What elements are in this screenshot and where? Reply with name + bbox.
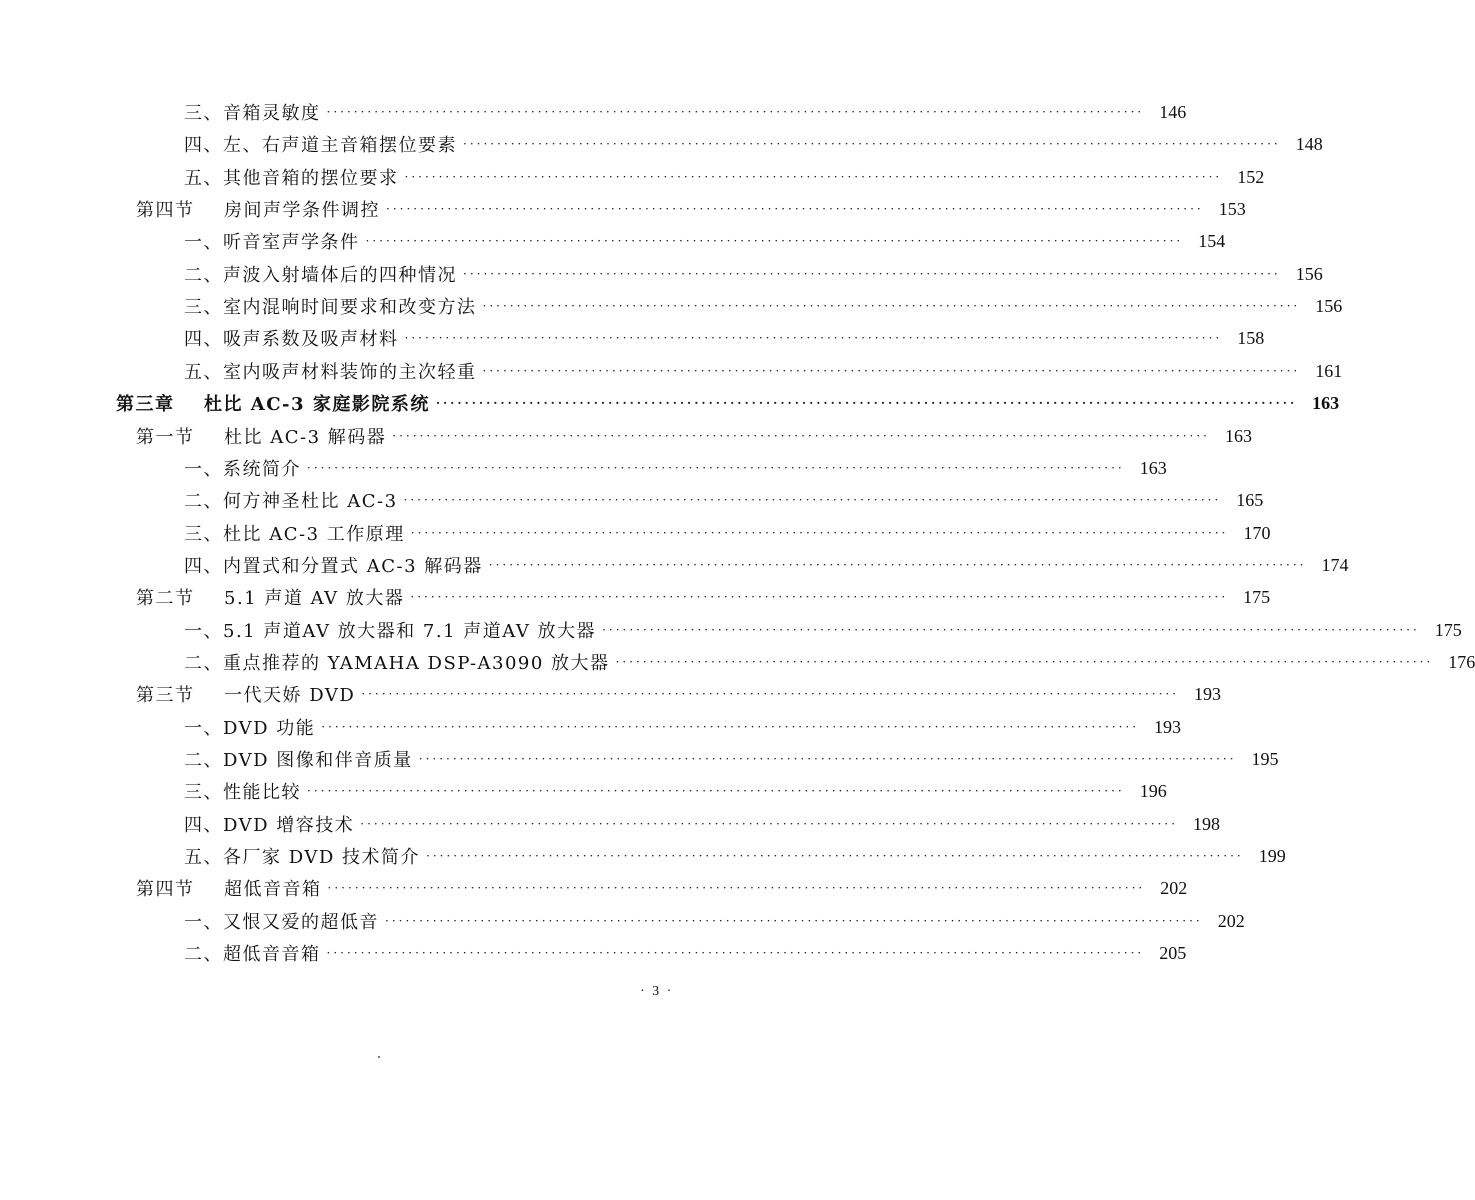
dot-leader: ························································································································ — [463, 267, 1281, 281]
toc-entry-label — [184, 164, 399, 190]
toc-entry-title: 二、重点推荐的 YAMAHA DSP-A3090 放大器 — [184, 653, 610, 674]
toc-entry-label — [184, 714, 315, 740]
toc-entry-title: 二、超低音音箱 — [184, 944, 321, 965]
toc-page-number: 158 — [1237, 327, 1265, 348]
toc-page-number: 193 — [1154, 716, 1182, 737]
toc-entry-title: 三、音箱灵敏度 — [184, 103, 321, 124]
toc-subsection-entry — [184, 225, 1226, 257]
dot-leader: ························································································································ — [482, 364, 1301, 378]
toc-page-number: 152 — [1237, 166, 1265, 187]
toc-entry-title: 5.1 声道 AV 放大器 — [224, 588, 405, 609]
toc-page-number: 175 — [1434, 619, 1462, 640]
toc-entry-label — [136, 875, 322, 901]
toc-entry-label — [136, 423, 386, 449]
section-number: 第三节 — [136, 685, 195, 706]
dot-leader: ························································································································ — [403, 493, 1222, 507]
toc-section-entry — [136, 420, 1252, 452]
toc-page-number: 156 — [1295, 263, 1323, 284]
toc-entry-title: 一、5.1 声道AV 放大器和 7.1 声道AV 放大器 — [184, 621, 597, 642]
dot-leader: ························································································································ — [360, 817, 1179, 831]
toc-section-entry — [136, 678, 1222, 710]
toc-page-number: 154 — [1198, 230, 1226, 251]
dot-leader: ························································································································ — [392, 429, 1210, 443]
dot-leader: ························································································································ — [404, 331, 1223, 345]
dot-leader: ························································································································ — [410, 526, 1229, 540]
toc-entry-label — [136, 584, 404, 610]
toc-page-number: 202 — [1160, 877, 1188, 898]
toc-page-number: 170 — [1243, 522, 1271, 543]
toc-subsection-entry — [184, 290, 1343, 322]
toc-entry-label — [184, 908, 379, 934]
toc-entry-title: 五、室内吸声材料装饰的主次轻重 — [184, 362, 477, 383]
toc-subsection-entry — [184, 452, 1167, 484]
toc-page-number: 193 — [1194, 683, 1222, 704]
dot-leader: ························································································································ — [404, 170, 1223, 184]
toc-entry-title: 四、左、右声道主音箱摆位要素 — [184, 135, 457, 156]
toc-entry-label — [184, 617, 596, 643]
toc-subsection-entry — [184, 96, 1187, 128]
dot-leader: ························································································································ — [418, 752, 1237, 766]
toc-page-number: 161 — [1315, 360, 1343, 381]
toc-subsection-entry — [184, 905, 1245, 937]
toc-entry-label — [184, 261, 457, 287]
toc-subsection-entry — [184, 646, 1475, 678]
toc-entry-label — [116, 390, 430, 416]
toc-subsection-entry — [184, 517, 1271, 549]
toc-entry-title: 三、室内混响时间要求和改变方法 — [184, 297, 477, 318]
toc-entry-label — [184, 520, 405, 546]
toc-subsection-entry — [184, 355, 1343, 387]
chapter-number: 第三章 — [116, 394, 175, 415]
toc-entry-title: 一、听音室声学条件 — [184, 232, 360, 253]
toc-subsection-entry — [184, 484, 1264, 516]
dot-leader: ························································································································ — [386, 202, 1204, 216]
dot-leader: ························································································································ — [326, 105, 1145, 119]
toc-entry-label — [184, 843, 420, 869]
toc-entry-label — [184, 778, 301, 804]
toc-page-number: 163 — [1312, 392, 1340, 413]
toc-entry-label — [184, 293, 477, 319]
scan-speck — [378, 1056, 380, 1058]
toc-entry-title: 二、何方神圣杜比 AC-3 — [184, 491, 398, 512]
toc-entry-label — [184, 358, 477, 384]
toc-entry-title: 房间声学条件调控 — [224, 200, 380, 221]
toc-section-entry — [136, 581, 1271, 613]
toc-subsection-entry — [184, 808, 1221, 840]
page-number: · 3 · — [640, 984, 674, 999]
dot-leader: ························································································································ — [385, 914, 1203, 928]
toc-subsection-entry — [184, 161, 1265, 193]
toc-page-number: 198 — [1193, 813, 1221, 834]
toc-chapter-entry — [116, 387, 1340, 419]
dot-leader: ························································································································ — [602, 623, 1420, 637]
toc-entry-label — [184, 99, 321, 125]
dot-leader: ························································································································ — [326, 946, 1145, 960]
toc-entry-label — [184, 746, 413, 772]
toc-subsection-entry — [184, 128, 1323, 160]
toc-entry-title: 超低音音箱 — [224, 879, 322, 900]
toc-entry-label — [184, 228, 360, 254]
toc-subsection-entry — [184, 549, 1349, 581]
toc-subsection-entry — [184, 743, 1279, 775]
toc-entry-title: 四、内置式和分置式 AC-3 解码器 — [184, 556, 483, 577]
dot-leader: ························································································································ — [365, 234, 1184, 248]
toc-subsection-entry — [184, 775, 1167, 807]
toc-entry-label — [184, 649, 610, 675]
dot-leader: ························································································································ — [307, 784, 1125, 798]
dot-leader: ························································································································ — [426, 849, 1244, 863]
toc-subsection-entry — [184, 258, 1323, 290]
toc-page-number: 163 — [1224, 425, 1252, 446]
toc-entry-title: 二、DVD 图像和伴音质量 — [184, 750, 413, 771]
toc-page-number: 176 — [1448, 651, 1475, 672]
dot-leader: ························································································································ — [435, 396, 1298, 410]
toc-entry-label — [184, 487, 398, 513]
toc-entry-title: 一代天娇 DVD — [224, 685, 356, 706]
toc-entry-title: 五、其他音箱的摆位要求 — [184, 168, 399, 189]
toc-entry-title: 杜比 AC-3 家庭影院系统 — [204, 394, 430, 415]
toc-entry-label — [184, 811, 354, 837]
toc-entry-title: 二、声波入射墙体后的四种情况 — [184, 265, 457, 286]
toc-entry-title: 一、DVD 功能 — [184, 718, 316, 739]
toc-page-number: 195 — [1251, 748, 1279, 769]
toc-entry-label — [184, 131, 457, 157]
section-number: 第二节 — [136, 588, 195, 609]
toc-subsection-entry — [184, 614, 1462, 646]
dot-leader: ························································································································ — [482, 299, 1301, 313]
toc-page-number: 153 — [1218, 198, 1246, 219]
toc-section-entry — [136, 872, 1188, 904]
toc-entry-title: 一、又恨又爱的超低音 — [184, 912, 379, 933]
dot-leader: ························································································································ — [361, 687, 1180, 701]
toc-subsection-entry — [184, 937, 1187, 969]
toc-page-number: 175 — [1243, 586, 1271, 607]
toc-entry-title: 四、吸声系数及吸声材料 — [184, 329, 399, 350]
toc-page-number: 165 — [1236, 489, 1264, 510]
toc-subsection-entry — [184, 711, 1182, 743]
toc-entry-label — [184, 455, 301, 481]
toc-section-entry — [136, 193, 1246, 225]
toc-entry-title: 三、杜比 AC-3 工作原理 — [184, 524, 405, 545]
dot-leader: ························································································································ — [321, 720, 1140, 734]
toc-entry-title: 三、性能比较 — [184, 782, 301, 803]
section-number: 第一节 — [136, 427, 195, 448]
toc-entry-label — [136, 681, 355, 707]
toc-page-number: 202 — [1217, 910, 1245, 931]
toc-entry-title: 四、DVD 增容技术 — [184, 815, 355, 836]
toc-page-number: 163 — [1139, 457, 1167, 478]
toc-page-number: 196 — [1139, 780, 1167, 801]
toc-entry-label — [184, 940, 321, 966]
dot-leader: ························································································································ — [463, 137, 1281, 151]
toc-page-number: 205 — [1159, 942, 1187, 963]
dot-leader: ························································································································ — [327, 881, 1146, 895]
dot-leader: ························································································································ — [410, 590, 1229, 604]
section-number: 第四节 — [136, 879, 195, 900]
toc-subsection-entry — [184, 840, 1286, 872]
toc-entry-title: 五、各厂家 DVD 技术简介 — [184, 847, 420, 868]
toc-page-number: 199 — [1258, 845, 1286, 866]
toc-entry-label — [184, 325, 399, 351]
dot-leader: ························································································································ — [307, 461, 1125, 475]
toc-entry-title: 一、系统简介 — [184, 459, 301, 480]
toc-subsection-entry — [184, 322, 1265, 354]
dot-leader: ························································································································ — [488, 558, 1307, 572]
toc-entry-title: 杜比 AC-3 解码器 — [224, 427, 387, 448]
toc-entry-label — [136, 196, 380, 222]
toc-page-number: 156 — [1315, 295, 1343, 316]
toc-entry-label — [184, 552, 483, 578]
toc-page-number: 174 — [1321, 554, 1349, 575]
dot-leader: ························································································································ — [615, 655, 1434, 669]
toc-page-number: 148 — [1295, 133, 1323, 154]
toc-page-number: 146 — [1159, 101, 1187, 122]
section-number: 第四节 — [136, 200, 195, 221]
